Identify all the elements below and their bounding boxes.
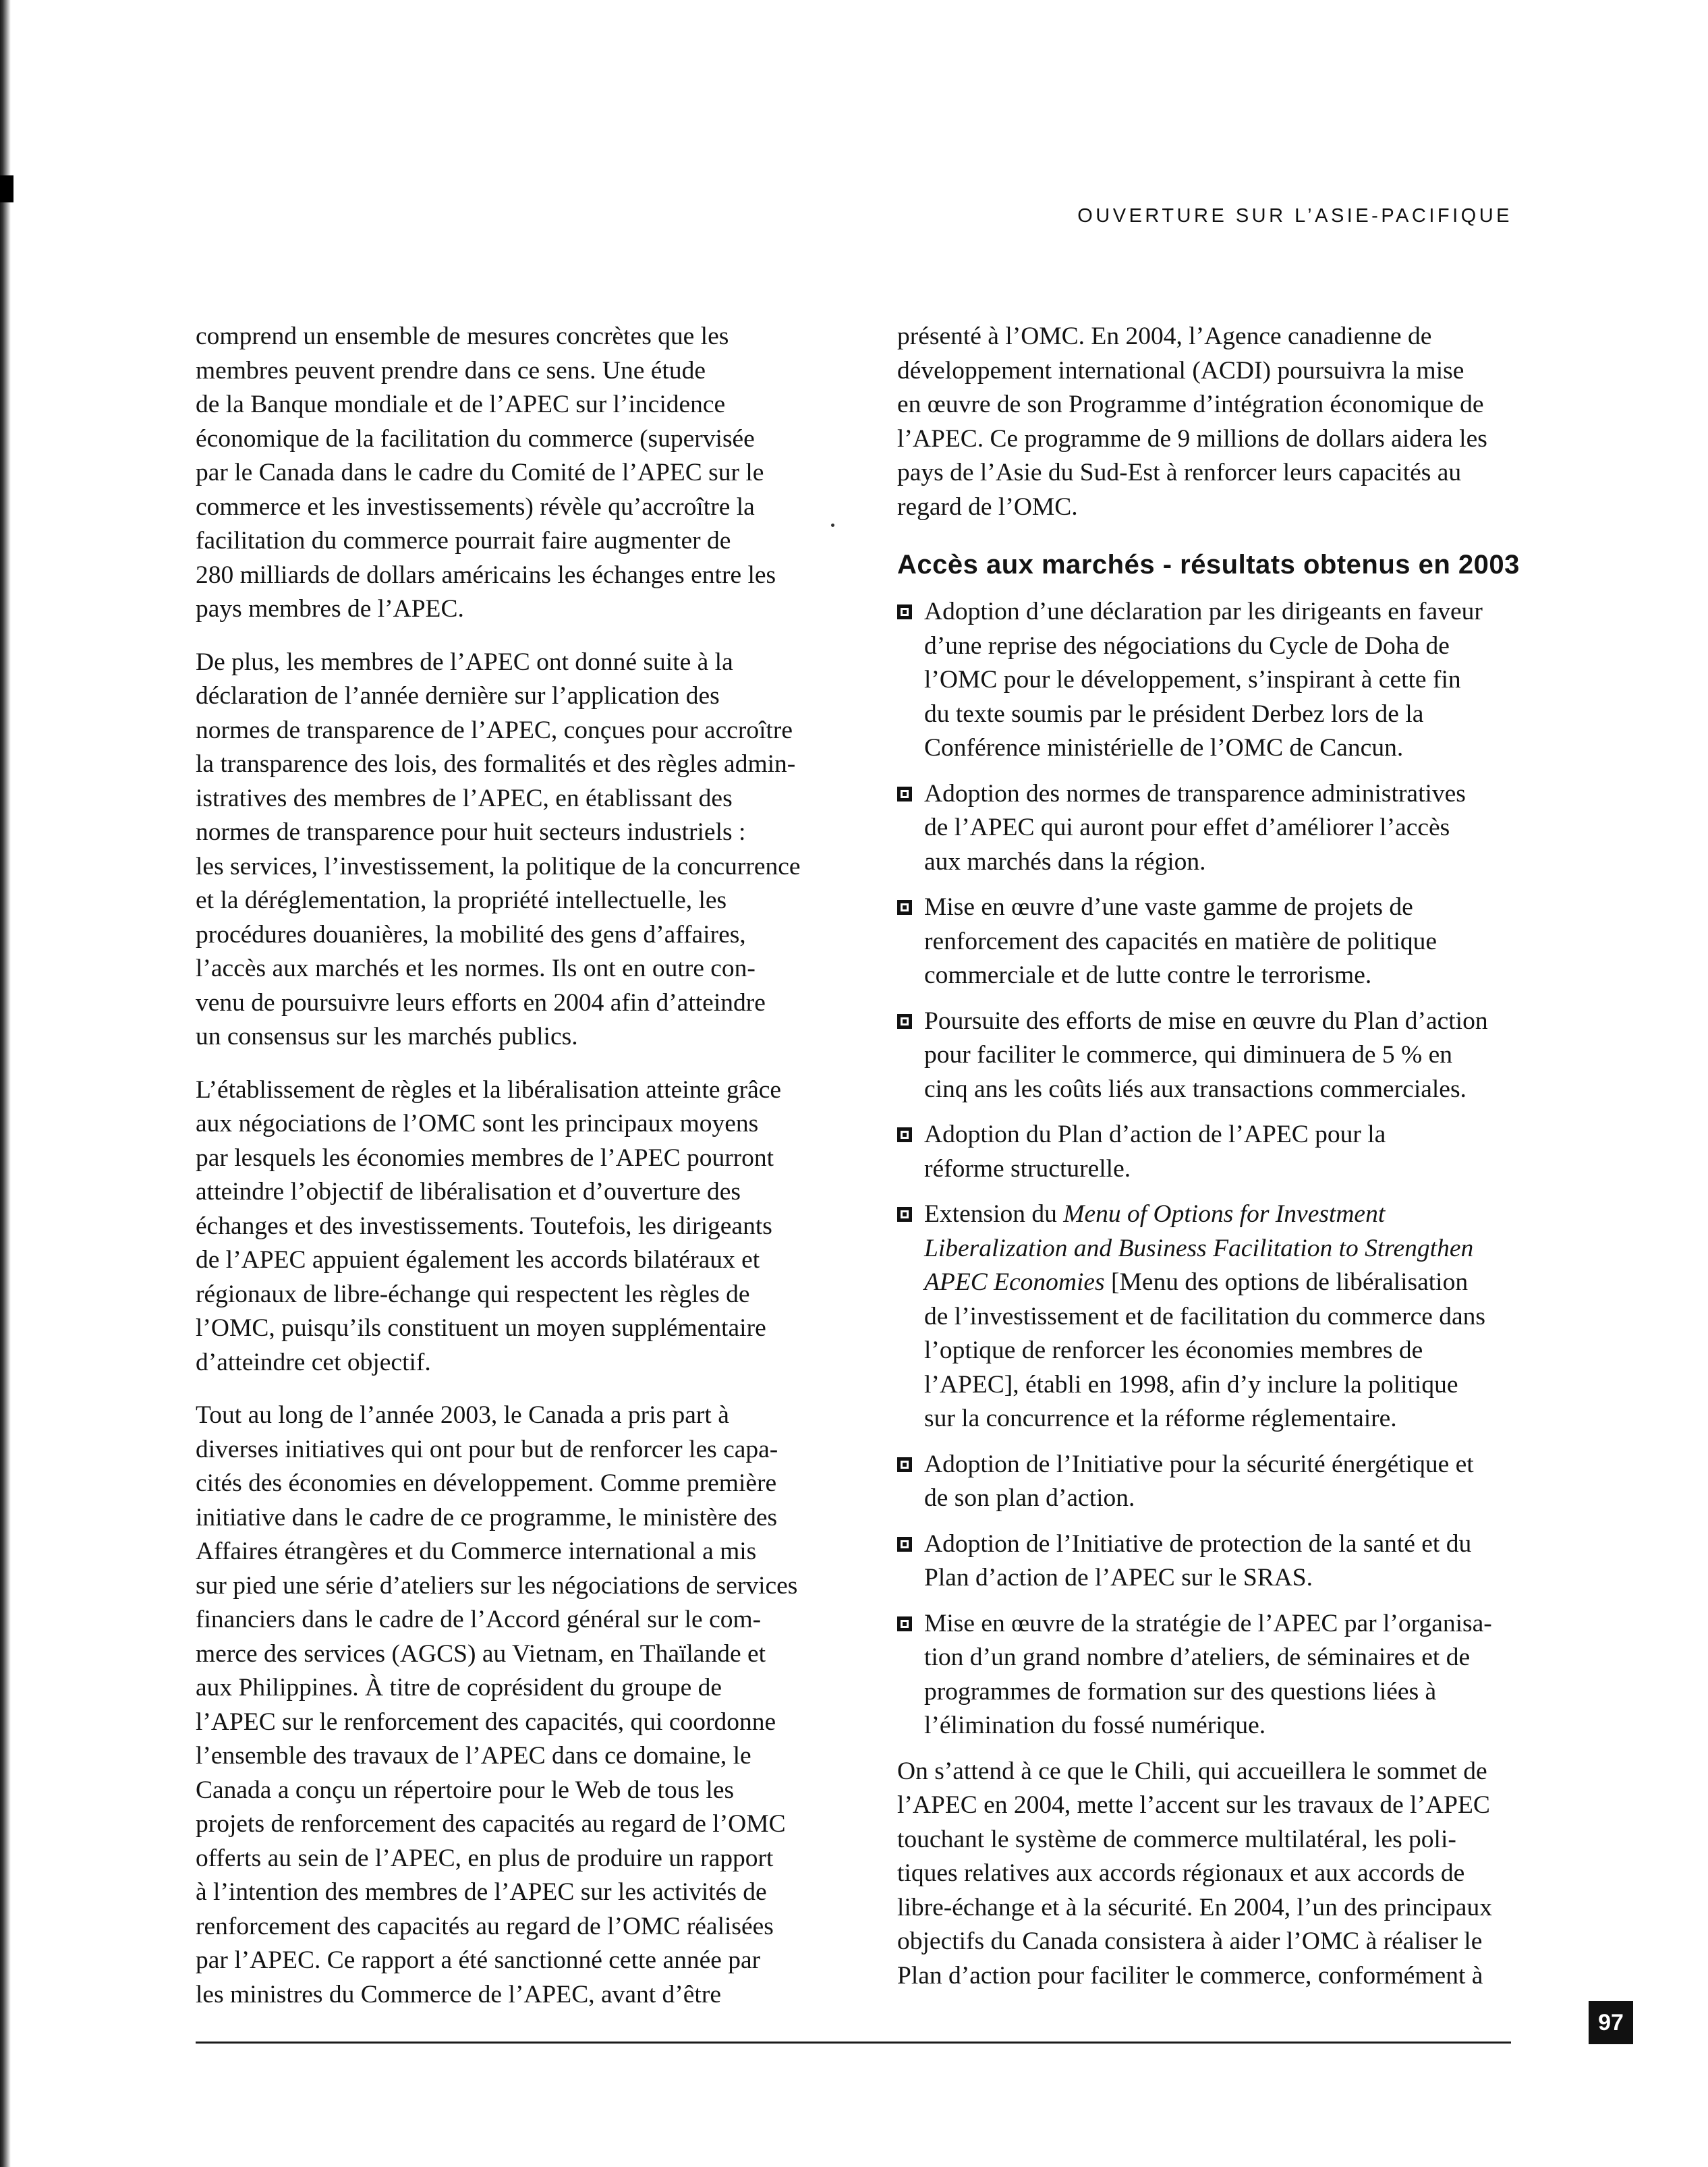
text-line: Affaires étrangères et du Commerce international a mis xyxy=(196,1538,757,1565)
text-line: échanges et des investissements. Toutefois, les dirigeants xyxy=(196,1212,772,1240)
text-line: APEC Economies [Menu des options de libéralisation xyxy=(924,1268,1469,1296)
text-line: cinq ans les coûts liés aux transactions commerciales. xyxy=(924,1075,1467,1103)
text-line: L’établissement de règles et la libéralisation atteinte grâce xyxy=(196,1075,782,1104)
text-line: commerciale et de lutte contre le terrorisme. xyxy=(924,961,1372,989)
text-line: pays de l’Asie du Sud-Est à renforcer leurs capacités au xyxy=(897,459,1462,486)
text-line: cités des économies en développement. Comme première xyxy=(196,1469,777,1497)
scan-speck xyxy=(831,524,834,527)
text-line: procédures douanières, la mobilité des gens d’affaires, xyxy=(196,920,746,949)
text-line: de son plan d’action. xyxy=(924,1484,1135,1512)
text-line: On s’attend à ce que le Chili, qui accueillera le sommet de xyxy=(897,1757,1487,1785)
text-line: Adoption des normes de transparence administratives xyxy=(924,779,1466,808)
text-line: de l’APEC qui auront pour effet d’améliorer l’accès xyxy=(924,814,1450,841)
square-bullet-icon xyxy=(897,1537,912,1552)
page-number: 97 xyxy=(1589,2001,1633,2044)
text-line: tion d’un grand nombre d’ateliers, de séminaires et de xyxy=(924,1643,1471,1671)
list-item xyxy=(897,595,1514,766)
text-line: Adoption du Plan d’action de l’APEC pour la xyxy=(924,1121,1386,1148)
paragraph xyxy=(897,1755,1514,1994)
list-item xyxy=(897,1005,1514,1107)
paragraph xyxy=(196,646,803,1054)
text-line: touchant le système de commerce multilatéral, les poli- xyxy=(897,1825,1456,1853)
text-line: renforcement des capacités en matière de politique xyxy=(924,927,1437,955)
text-line: facilitation du commerce pourrait faire augmenter de xyxy=(196,527,731,555)
text-line: programmes de formation sur des questions liées à xyxy=(924,1677,1437,1706)
results-list xyxy=(897,595,1514,1743)
square-bullet-icon xyxy=(897,1127,912,1142)
text-line: l’APEC sur le renforcement des capacités, qui coordonne xyxy=(196,1708,776,1736)
text-line: les services, l’investissement, la politique de la concurrence xyxy=(196,852,801,880)
text-line: réforme structurelle. xyxy=(924,1154,1131,1183)
square-bullet-icon xyxy=(897,1616,912,1631)
text-line: l’OMC pour le développement, s’inspirant à cette fin xyxy=(924,666,1461,694)
text-line: membres peuvent prendre dans ce sens. Une étude xyxy=(196,356,706,385)
text-line: l’ensemble des travaux de l’APEC dans ce domaine, le xyxy=(196,1742,751,1770)
text-line: Plan d’action pour faciliter le commerce, conformément à xyxy=(897,1961,1483,1990)
text-line: Mise en œuvre d’une vaste gamme de projets de xyxy=(924,893,1413,921)
text-line: de l’investissement et de facilitation du commerce dans xyxy=(924,1302,1486,1330)
text-line: Tout au long de l’année 2003, le Canada a pris part à xyxy=(196,1401,729,1429)
text-line: libre-échange et à la sécurité. En 2004, l’un des principaux xyxy=(897,1893,1492,1921)
text-line: diverses initiatives qui ont pour but de renforcer les capa- xyxy=(196,1435,778,1463)
text-line: Adoption de l’Initiative de protection de la santé et du xyxy=(924,1529,1472,1558)
text-line: objectifs du Canada consistera à aider l’OMC à réaliser le xyxy=(897,1927,1483,1955)
text-line: l’APEC. Ce programme de 9 millions de dollars aidera les xyxy=(897,424,1487,453)
text-line: d’une reprise des négociations du Cycle de Doha de xyxy=(924,631,1450,660)
text-line: tiques relatives aux accords régionaux et aux accords de xyxy=(897,1859,1465,1887)
text-line: Mise en œuvre de la stratégie de l’APEC par l’organisa- xyxy=(924,1609,1492,1637)
text-line: l’optique de renforcer les économies membres de xyxy=(924,1336,1423,1364)
left-column xyxy=(196,320,803,2031)
section-heading: Accès aux marchés - résultats obtenus en 2003 xyxy=(897,550,1520,580)
paragraph xyxy=(196,320,803,627)
text-line: De plus, les membres de l’APEC ont donné suite à la xyxy=(196,648,733,676)
text-line: projets de renforcement des capacités au regard de l’OMC xyxy=(196,1810,786,1838)
text-line: normes de transparence pour huit secteurs industriels : xyxy=(196,818,746,846)
text-line: aux Philippines. À titre de coprésident du groupe de xyxy=(196,1674,722,1701)
text-line: de la Banque mondiale et de l’APEC sur l’incidence xyxy=(196,391,726,418)
paragraph xyxy=(196,1399,803,2012)
text-line: l’APEC], établi en 1998, afin d’y inclure la politique xyxy=(924,1370,1458,1399)
text-line: par l’APEC. Ce rapport a été sanctionné cette année par xyxy=(196,1946,761,1974)
text-line: aux marchés dans la région. xyxy=(924,847,1206,876)
scan-binding-mark xyxy=(0,175,13,202)
text-line: et la déréglementation, la propriété intellectuelle, les xyxy=(196,886,727,914)
text-line: l’accès aux marchés et les normes. Ils ont en outre con- xyxy=(196,955,756,982)
text-line: financiers dans le cadre de l’Accord général sur le com- xyxy=(196,1606,762,1633)
scan-binding-edge xyxy=(0,0,11,2167)
text-line: 280 milliards de dollars américains les échanges entre les xyxy=(196,561,776,589)
text-line: pays membres de l’APEC. xyxy=(196,595,464,623)
text-line: développement international (ACDI) poursuivra la mise xyxy=(897,356,1464,385)
text-line: Liberalization and Business Facilitation to Strengthen xyxy=(924,1234,1474,1262)
square-bullet-icon xyxy=(897,787,912,801)
paragraph xyxy=(897,320,1514,524)
text-line: aux négociations de l’OMC sont les principaux moyens xyxy=(196,1110,759,1137)
text-line: d’atteindre cet objectif. xyxy=(196,1348,431,1376)
list-item xyxy=(897,1118,1514,1186)
square-bullet-icon xyxy=(897,1457,912,1472)
text-line: regard de l’OMC. xyxy=(897,492,1078,521)
text-line: Adoption d’une déclaration par les dirigeants en faveur xyxy=(924,598,1483,625)
text-line: un consensus sur les marchés publics. xyxy=(196,1023,578,1050)
text-line: du texte soumis par le président Derbez lors de la xyxy=(924,700,1424,728)
square-bullet-icon xyxy=(897,1014,912,1029)
text-line: économique de la facilitation du commerce (supervisée xyxy=(196,424,755,453)
square-bullet-icon xyxy=(897,604,912,619)
text-line: commerce et les investissements) révèle qu’accroître la xyxy=(196,492,755,521)
text-line: renforcement des capacités au regard de l’OMC réalisées xyxy=(196,1912,774,1940)
text-line: régionaux de libre-échange qui respectent les règles de xyxy=(196,1280,750,1308)
text-line: sur la concurrence et la réforme réglementaire. xyxy=(924,1405,1397,1432)
list-item xyxy=(897,1527,1514,1596)
list-item xyxy=(897,777,1514,880)
text-line: venu de poursuivre leurs efforts en 2004 afin d’atteindre xyxy=(196,988,766,1017)
square-bullet-icon xyxy=(897,1207,912,1222)
list-item xyxy=(897,1448,1514,1516)
text-line: par lesquels les économies membres de l’APEC pourront xyxy=(196,1144,774,1172)
square-bullet-icon xyxy=(897,900,912,915)
text-line: istratives des membres de l’APEC, en établissant des xyxy=(196,784,733,812)
text-line: merce des services (AGCS) au Vietnam, en Thaïlande et xyxy=(196,1639,766,1668)
text-line: les ministres du Commerce de l’APEC, avant d’être xyxy=(196,1980,721,2008)
text-line: comprend un ensemble de mesures concrètes que les xyxy=(196,322,729,350)
paragraph xyxy=(196,1073,803,1380)
text-line: de l’APEC appuient également les accords bilatéraux et xyxy=(196,1246,760,1274)
text-line: l’élimination du fossé numérique. xyxy=(924,1712,1266,1739)
text-line: l’APEC en 2004, mette l’accent sur les travaux de l’APEC xyxy=(897,1791,1490,1819)
text-line: déclaration de l’année dernière sur l’application des xyxy=(196,682,720,710)
text-line: pour faciliter le commerce, qui diminuera de 5 % en xyxy=(924,1041,1453,1069)
running-header: OUVERTURE SUR L’ASIE-PACIFIQUE xyxy=(1077,205,1512,227)
text-line: Poursuite des efforts de mise en œuvre du Plan d’action xyxy=(924,1007,1488,1035)
list-item xyxy=(897,891,1514,993)
text-line: initiative dans le cadre de ce programme, le ministère des xyxy=(196,1503,778,1531)
text-line: par le Canada dans le cadre du Comité de l’APEC sur le xyxy=(196,459,764,486)
list-item xyxy=(897,1607,1514,1743)
text-line: Adoption de l’Initiative pour la sécurité énergétique et xyxy=(924,1450,1474,1478)
text-line: normes de transparence de l’APEC, conçues pour accroître xyxy=(196,716,793,744)
text-line: la transparence des lois, des formalités et des règles admin- xyxy=(196,750,796,778)
text-line: à l’intention des membres de l’APEC sur les activités de xyxy=(196,1878,767,1906)
text-line: offerts au sein de l’APEC, en plus de produire un rapport xyxy=(196,1844,774,1872)
text-line: l’OMC, puisqu’ils constituent un moyen supplémentaire xyxy=(196,1314,766,1342)
list-item xyxy=(897,1198,1514,1436)
text-line: Canada a conçu un répertoire pour le Web de tous les xyxy=(196,1776,735,1804)
text-line: en œuvre de son Programme d’intégration économique de xyxy=(897,391,1484,418)
text-line: présenté à l’OMC. En 2004, l’Agence canadienne de xyxy=(897,322,1432,350)
text-line: Conférence ministérielle de l’OMC de Cancun. xyxy=(924,734,1404,762)
footer-rule xyxy=(196,2042,1511,2044)
text-line: Extension du Menu of Options for Investment xyxy=(924,1200,1386,1228)
text-line: Plan d’action de l’APEC sur le SRAS. xyxy=(924,1564,1313,1592)
right-column xyxy=(897,320,1520,2012)
text-line: atteindre l’objectif de libéralisation et d’ouverture des xyxy=(196,1178,741,1206)
text-line: sur pied une série d’ateliers sur les négociations de services xyxy=(196,1571,798,1600)
